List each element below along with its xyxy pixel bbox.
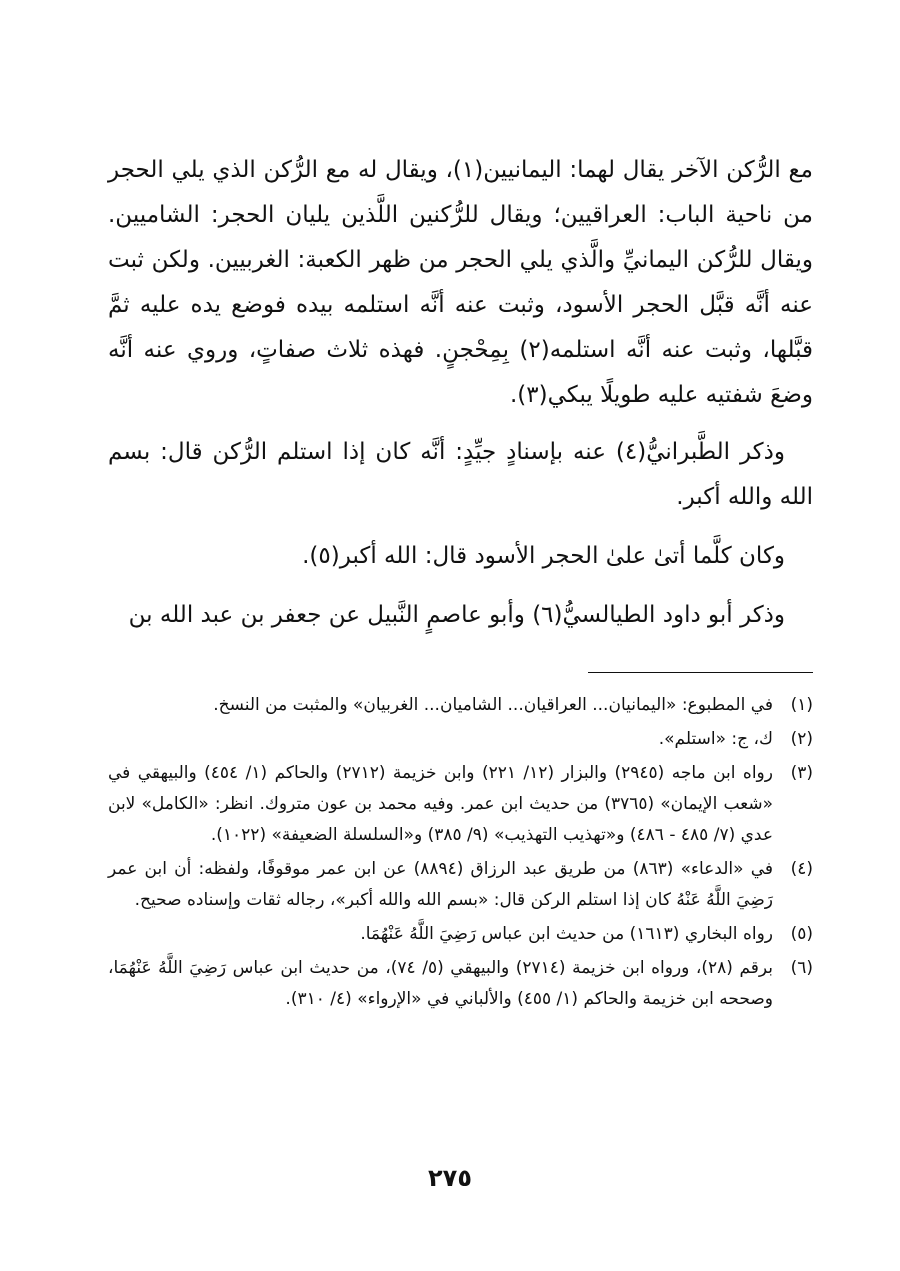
main-text	[108, 148, 813, 650]
paragraph-2: وذكر الطَّبرانيُّ(٤) عنه بإسنادٍ جيِّدٍ: أنَّه كان إذا استلم الرُّكن قال: بسم الله والله أكبر.	[108, 439, 813, 510]
footnote-divider	[588, 672, 813, 673]
footnote-number: (٢)	[790, 729, 813, 749]
footnote-number: (٣)	[790, 763, 813, 783]
footnote-text: في المطبوع: «اليمانيان... العراقيان... الشاميان... الغربيان» والمثبت من النسخ.	[213, 695, 773, 715]
footnote-item	[108, 758, 813, 851]
paragraph-1: مع الرُّكن الآخر يقال لهما: اليمانيين(١)، ويقال له مع الرُّكن الذي يلي الحجر من ناحية الباب: العراقيين؛ ويقال للرُّكنين اللَّذين يليان الحجر: الشاميين. ويقال للرُّكن اليمانيِّ والَّذي يلي الحجر من ظهر الكعبة: الغربيين. ولكن ثبت عنه أنَّه قبَّل الحجر الأسود، وثبت عنه أنَّه استلمه بيده فوضع يده عليه ثمَّ قبَّلها، وثبت عنه أنَّه استلمه(٢) بِمِحْجنٍ. فهذه ثلاث صفاتٍ، وروي عنه أنَّه وضعَ شفتيه عليه طويلًا يبكي(٣).	[108, 157, 814, 408]
paragraph-4: وذكر أبو داود الطيالسيُّ(٦) وأبو عاصمٍ النَّبيل عن جعفر بن عبد الله بن	[128, 602, 785, 628]
footnotes-list	[108, 690, 813, 1018]
footnote-item	[108, 724, 813, 755]
footnote-number: (٥)	[790, 924, 813, 944]
footnote-text: رواه ابن ماجه (٢٩٤٥) والبزار (١٢/ ٢٢١) وابن خزيمة (٢٧١٢) والحاكم (١/ ٤٥٤) والبيهقي في «شعب الإيمان» (٣٧٦٥) من حديث ابن عمر. وفيه محمد بن عون متروك. انظر: «الكامل» لابن عدي (٧/ ٤٨٥ - ٤٨٦) و«تهذيب التهذيب» (٩/ ٣٨٥) و«السلسلة الضعيفة» (١٠٢٢).	[108, 763, 773, 845]
footnote-item	[108, 953, 813, 1015]
footnote-item	[108, 854, 813, 916]
footnote-text: في «الدعاء» (٨٦٣) من طريق عبد الرزاق (٨٨٩٤) عن ابن عمر موقوفًا، ولفظه: أن ابن عمر رَضِيَ اللَّهُ عَنْهُ كان إذا استلم الركن قال: «بسم الله والله أكبر»، رجاله ثقات وإسناده صحيح.	[108, 859, 773, 910]
footnote-text: ك، ج: «استلم».	[658, 729, 773, 749]
page-number: ٢٧٥	[428, 1164, 472, 1192]
footnote-number: (٦)	[790, 958, 813, 978]
footnote-text: برقم (٢٨)، ورواه ابن خزيمة (٢٧١٤) والبيهقي (٥/ ٧٤)، من حديث ابن عباس رَضِيَ اللَّهُ عَنْهُمَا، وصححه ابن خزيمة والحاكم (١/ ٤٥٥) والألباني في «الإرواء» (٤/ ٣١٠).	[108, 958, 773, 1009]
footnote-text: رواه البخاري (١٦١٣) من حديث ابن عباس رَضِيَ اللَّهُ عَنْهُمَا.	[360, 924, 773, 944]
footnote-number: (٤)	[790, 859, 813, 879]
footnote-item	[108, 919, 813, 950]
footnote-number: (١)	[790, 695, 813, 715]
footnote-item	[108, 690, 813, 721]
paragraph-3: وكان كلَّما أتىٰ علىٰ الحجر الأسود قال: الله أكبر(٥).	[302, 543, 785, 569]
